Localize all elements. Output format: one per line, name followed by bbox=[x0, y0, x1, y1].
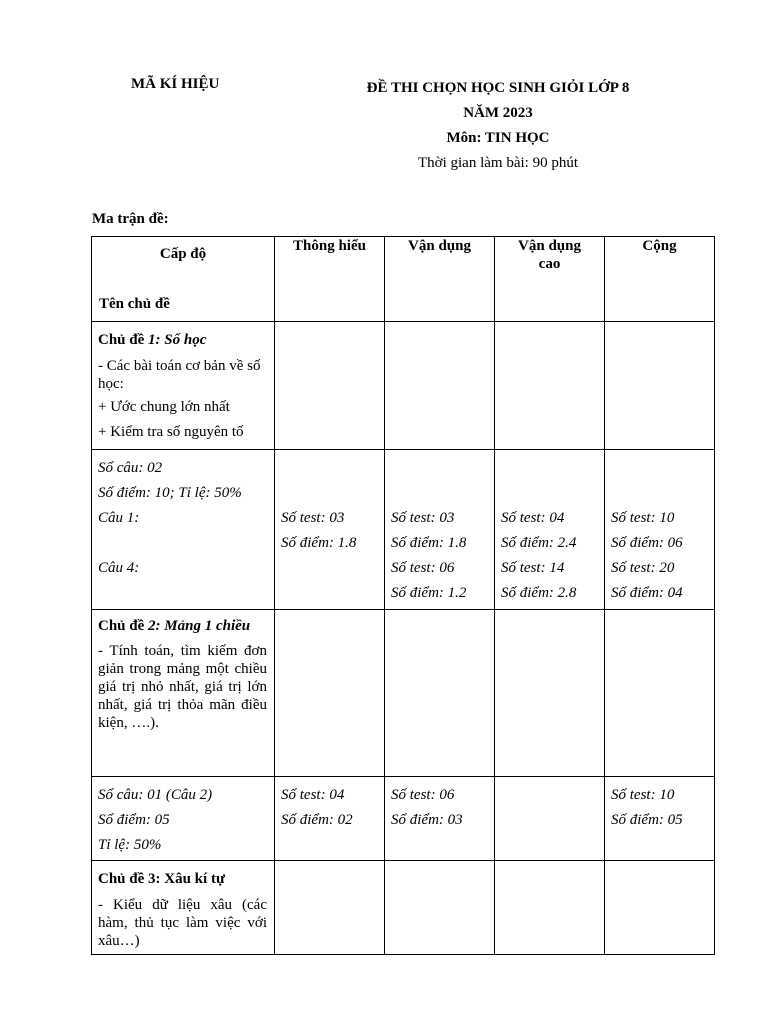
topic1-understanding-cell bbox=[275, 450, 385, 610]
topic2-application-cell bbox=[385, 777, 495, 861]
total-score-1: Số điểm: 06 bbox=[611, 535, 683, 551]
t2-th-score: Số điểm: 02 bbox=[281, 812, 353, 828]
topic1-title-a: Chủ đề bbox=[98, 332, 149, 348]
header-total: Cộng bbox=[605, 237, 715, 322]
table-header-row bbox=[92, 237, 715, 322]
topic1-q4: Câu 4: bbox=[98, 560, 140, 576]
header-level: Cấp độ bbox=[159, 246, 207, 262]
vd-test-1: Số test: 03 bbox=[391, 510, 455, 526]
document-code: MÃ KÍ HIỆU bbox=[131, 76, 220, 92]
total-score-2: Số điểm: 04 bbox=[611, 585, 683, 601]
topic2-ratio: Tỉ lệ: 50% bbox=[98, 837, 162, 853]
header-topic: Tên chủ đề bbox=[99, 296, 170, 312]
topic1-desc: - Các bài toán cơ bản về số học: bbox=[98, 358, 261, 392]
exam-title: ĐỀ THI CHỌN HỌC SINH GIỎI LỚP 8 bbox=[366, 80, 630, 96]
matrix-label: Ma trận đề: bbox=[92, 211, 169, 227]
topic3-cell bbox=[92, 861, 275, 955]
t2-total-test: Số test: 10 bbox=[611, 787, 675, 803]
header-understanding: Thông hiểu bbox=[275, 237, 385, 322]
topic1-score: Số điểm: 10; Tỉ lệ: 50% bbox=[98, 485, 242, 501]
t2-total-score: Số điểm: 05 bbox=[611, 812, 683, 828]
table-row bbox=[92, 450, 715, 610]
topic3-title: Chủ đề 3: Xâu kí tự bbox=[98, 871, 225, 887]
t2-th-test: Số test: 04 bbox=[281, 787, 345, 803]
total-test-2: Số test: 20 bbox=[611, 560, 675, 576]
header-application: Vận dụng bbox=[385, 237, 495, 322]
vdc-test-1: Số test: 04 bbox=[501, 510, 565, 526]
vd-score-1: Số điểm: 1.8 bbox=[391, 535, 467, 551]
vd-test-2: Số test: 06 bbox=[391, 560, 455, 576]
topic1-total-cell bbox=[605, 450, 715, 610]
topic1-stats-cell bbox=[92, 450, 275, 610]
exam-subject: Môn: TIN HỌC bbox=[446, 130, 550, 146]
topic2-understanding-cell bbox=[275, 777, 385, 861]
table-row bbox=[92, 861, 715, 955]
t2-vd-test: Số test: 06 bbox=[391, 787, 455, 803]
table-row bbox=[92, 777, 715, 861]
header-high-application: Vận dụng cao bbox=[495, 237, 605, 322]
topic1-high-application-cell bbox=[495, 450, 605, 610]
total-test-1: Số test: 10 bbox=[611, 510, 675, 526]
topic1-application-cell bbox=[385, 450, 495, 610]
exam-header bbox=[300, 76, 696, 176]
vdc-score-2: Số điểm: 2.8 bbox=[501, 585, 577, 601]
vd-score-2: Số điểm: 1.2 bbox=[391, 585, 467, 601]
topic2-score: Số điểm: 05 bbox=[98, 812, 170, 828]
topic1-cell bbox=[92, 322, 275, 450]
vdc-score-1: Số điểm: 2.4 bbox=[501, 535, 577, 551]
topic2-cell bbox=[92, 610, 275, 777]
exam-matrix-table bbox=[91, 236, 715, 955]
topic2-title-b: 2: Mảng 1 chiều bbox=[148, 618, 251, 634]
topic2-stats-cell bbox=[92, 777, 275, 861]
topic2-total-cell bbox=[605, 777, 715, 861]
topic1-title-b: 1: Số học bbox=[148, 332, 207, 348]
table-row bbox=[92, 322, 715, 450]
topic2-title-a: Chủ đề bbox=[98, 618, 149, 634]
topic1-item2: + Kiểm tra số nguyên tố bbox=[98, 424, 244, 440]
table-row bbox=[92, 610, 715, 777]
topic2-question-count: Số câu: 01 (Câu 2) bbox=[98, 787, 213, 803]
exam-time: Thời gian làm bài: 90 phút bbox=[418, 155, 578, 171]
vdc-test-2: Số test: 14 bbox=[501, 560, 565, 576]
topic1-item1: + Ước chung lớn nhất bbox=[98, 399, 230, 415]
exam-year: NĂM 2023 bbox=[463, 105, 533, 121]
t2-vd-score: Số điểm: 03 bbox=[391, 812, 463, 828]
th-score: Số điểm: 1.8 bbox=[281, 535, 357, 551]
topic1-q1: Câu 1: bbox=[98, 510, 140, 526]
topic3-desc: - Kiểu dữ liệu xâu (các hàm, thủ tục làm việc với xâu…) bbox=[98, 897, 267, 949]
header-level-topic bbox=[92, 237, 275, 322]
topic1-question-count: Số câu: 02 bbox=[98, 460, 163, 476]
topic2-desc: - Tính toán, tìm kiếm đơn giản trong mảng một chiều giá trị nhỏ nhất, giá trị lớn nhất, giá trị thỏa mãn điều kiện, ….). bbox=[98, 643, 267, 731]
th-test: Số test: 03 bbox=[281, 510, 345, 526]
